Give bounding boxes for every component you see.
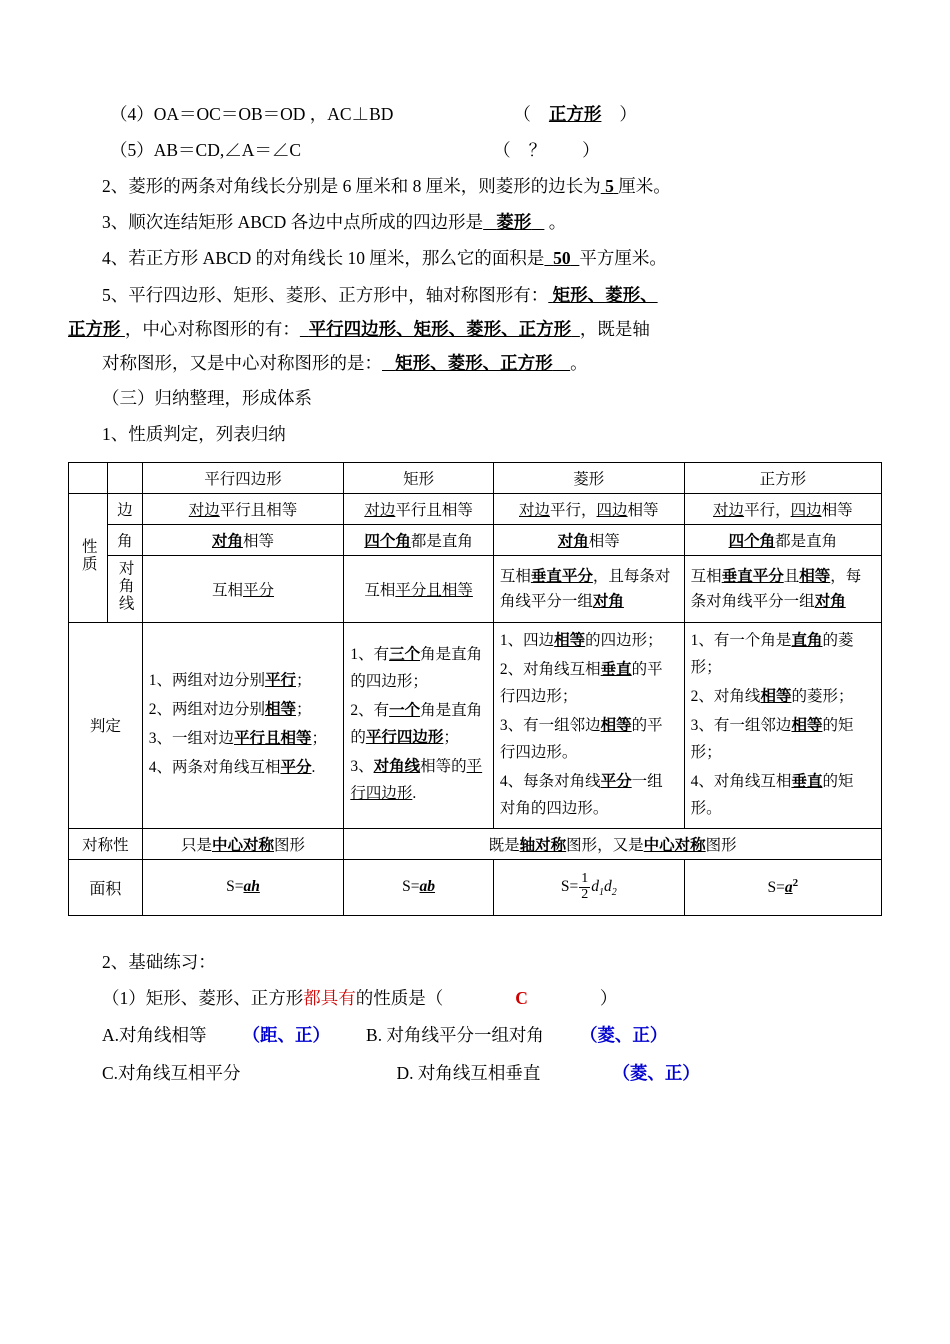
question-3-text: 顺次连结矩形 ABCD 各边中点所成的四边形是 [128,212,484,232]
question-4 [68,240,882,276]
sub-label-diagonal: 对角线 [108,556,143,623]
angle-rectangle: 四个角都是直角 [344,525,494,556]
table-row-area [69,859,882,915]
side-parallelogram: 对边平行且相等 [142,494,344,525]
judge-s-2: 2、对角线相等的菱形； [690,687,854,705]
item-5-text: （5）AB＝CD,∠A＝∠C [110,140,302,160]
diagonal-parallelogram: 互相平分 [142,556,344,623]
row-label-judgement: 判定 [69,622,143,828]
sub-label-angle: 角 [108,525,143,556]
judge-m-4: 4、每条对角线平分一组对角的四边形。 [499,772,663,817]
option-c: C.对角线互相平分 [102,1062,241,1083]
question-5-answer-1b: 正方形 [68,319,121,339]
row-label-area: 面积 [69,859,143,915]
judge-p-2: 2、两组对边分别相等； [148,701,312,718]
angle-parallelogram: 对角相等 [142,525,344,556]
header-parallelogram: 平行四边形 [142,463,344,494]
question-5-part4: 对称图形，又是中心对称图形的是： [102,353,382,373]
question-5-part2: ，中心对称图形的有： [124,319,300,339]
question-3-num: 3、 [102,212,129,232]
exercise-q1-highlight: 都具有 [303,987,356,1008]
exercise-q1-close: ） [599,987,618,1008]
area-rectangle: S=ab [344,859,494,915]
question-3 [68,204,882,240]
area-square: $S=a^2$ [684,859,881,915]
properties-table [68,462,882,916]
table-row-symmetry [69,828,882,859]
option-b-note: （菱、正） [579,1024,668,1045]
row-label-property: 性质 [69,494,108,623]
side-square: 对边平行，四边相等 [684,494,881,525]
question-4-text: 若正方形 ABCD 的对角线长 10 厘米，那么它的面积是 [128,248,545,268]
judge-s-1: 1、有一个角是直角的菱形； [690,631,854,676]
table-row-side [69,494,882,525]
judge-m-2: 2、对角线互相垂直的平行四边形； [499,660,663,705]
judge-s-4: 4、对角线互相垂直的矩形。 [690,772,854,817]
question-2-answer: 5 [605,176,614,196]
option-a-note: （距、正） [242,1024,331,1045]
item-4: （4）OA＝OC＝OB＝OD ，AC⊥BD （ 正方形 ） [110,104,637,124]
question-5-answer-1a: 矩形、菱形、 [552,285,658,305]
exercise-options-row-1 [68,1016,882,1054]
diagonal-rectangle: 互相平分且相等 [344,556,494,623]
question-5-line3 [68,346,882,380]
question-2 [68,168,882,204]
exercise-options-row-2 [68,1054,882,1092]
table-row-judgement [69,622,882,828]
item-5: （5）AB＝CD,∠A＝∠C （ ？ ） [110,140,600,160]
question-5-answer-3: 矩形、菱形、正方形 [395,353,553,373]
question-2-num: 2、 [102,176,129,196]
sub-label-side: 边 [108,494,143,525]
judge-m-1: 1、四边相等的四边形； [499,631,663,649]
item-4-answer: 正方形 [548,104,602,124]
fraction-one-half: $\frac{1}{2}$ [581,870,589,902]
option-d: D. 对角线互相垂直 [396,1062,541,1083]
header-blank-1 [69,463,108,494]
exercise-q1 [68,980,882,1016]
judge-square [684,622,881,828]
angle-square: 四个角都是直角 [684,525,881,556]
header-rhombus: 菱形 [493,463,684,494]
exercise-heading: 2、基础练习： [102,951,216,972]
table-header-row [69,463,882,494]
exercise-q1-suffix: 的性质是（ [355,987,444,1008]
option-d-note: （菱、正） [612,1062,700,1083]
judge-s-3: 3、有一组邻边相等的矩形； [690,716,854,761]
question-5-line2 [68,312,882,346]
header-rectangle: 矩形 [344,463,494,494]
question-5-part1: 平行四边形、矩形、菱形、正方形中，轴对称图形有： [128,285,549,305]
question-4-answer: 50 [553,248,571,268]
exercise-q1-answer: C [515,987,528,1008]
judge-r-3: 3、对角线相等的平行四边形. [350,758,483,802]
question-5-num: 5、 [102,285,129,305]
symmetry-parallelogram: 只是中心对称图形 [142,828,344,859]
judge-p-3: 3、一组对边平行且相等； [148,730,327,747]
judge-p-4: 4、两条对角线互相平分. [148,759,316,776]
header-blank-2 [108,463,143,494]
question-5-part5: 。 [570,353,588,373]
side-rhombus: 对边平行，四边相等 [493,494,684,525]
exercises-section [68,944,882,1092]
symmetry-others: 既是轴对称图形，又是中心对称图形 [344,828,882,859]
item-4-text: （4）OA＝OC＝OB＝OD ，AC⊥BD [110,104,394,124]
area-parallelogram: S=ah [142,859,344,915]
question-3-answer: 菱形 [496,212,532,232]
exercise-q1-prefix: （1）矩形、菱形、正方形 [102,987,304,1008]
section-three-heading: （三）归纳整理，形成体系 [102,388,312,408]
area-rhombus: S= $\frac{1}{2}$ $d_1d_2$ [493,859,684,915]
side-rectangle: 对边平行且相等 [344,494,494,525]
judge-m-3: 3、有一组邻边相等的平行四边形。 [499,716,663,761]
judge-p-1: 1、两组对边分别平行； [148,672,312,689]
question-5-part3: ，既是轴 [579,319,650,339]
diagonal-square: 互相垂直平分且相等，每条对角线平分一组对角 [684,556,881,623]
judge-r-1: 1、有三个角是直角的四边形； [350,646,483,690]
header-square: 正方形 [684,463,881,494]
subsection-1-heading: 1、性质判定，列表归纳 [102,424,286,444]
question-5-answer-2: 平行四边形、矩形、菱形、正方形 [308,319,572,339]
row-label-symmetry: 对称性 [69,828,143,859]
item-5-answer: ？ [528,140,547,160]
diagonal-rhombus: 互相垂直平分，且每条对角线平分一组对角 [493,556,684,623]
table-row-angle [69,525,882,556]
judge-r-2: 2、有一个角是直角的平行四边形； [350,702,483,746]
judge-rhombus [493,622,684,828]
question-2-text: 菱形的两条对角线长分别是 6 厘米和 8 厘米，则菱形的边长为 [128,176,601,196]
question-4-tail: 平方厘米。 [579,248,667,268]
question-2-tail: 厘米。 [618,176,671,196]
table-row-diagonal [69,556,882,623]
angle-rhombus: 对角相等 [493,525,684,556]
option-a: A.对角线相等 [102,1024,207,1045]
judge-rectangle [344,622,494,828]
question-4-num: 4、 [102,248,129,268]
question-5-line1 [68,278,882,312]
top-answer-items [68,96,882,276]
judge-parallelogram [142,622,344,828]
option-b: B. 对角线平分一组对角 [366,1024,544,1045]
question-3-tail: 。 [548,212,567,232]
